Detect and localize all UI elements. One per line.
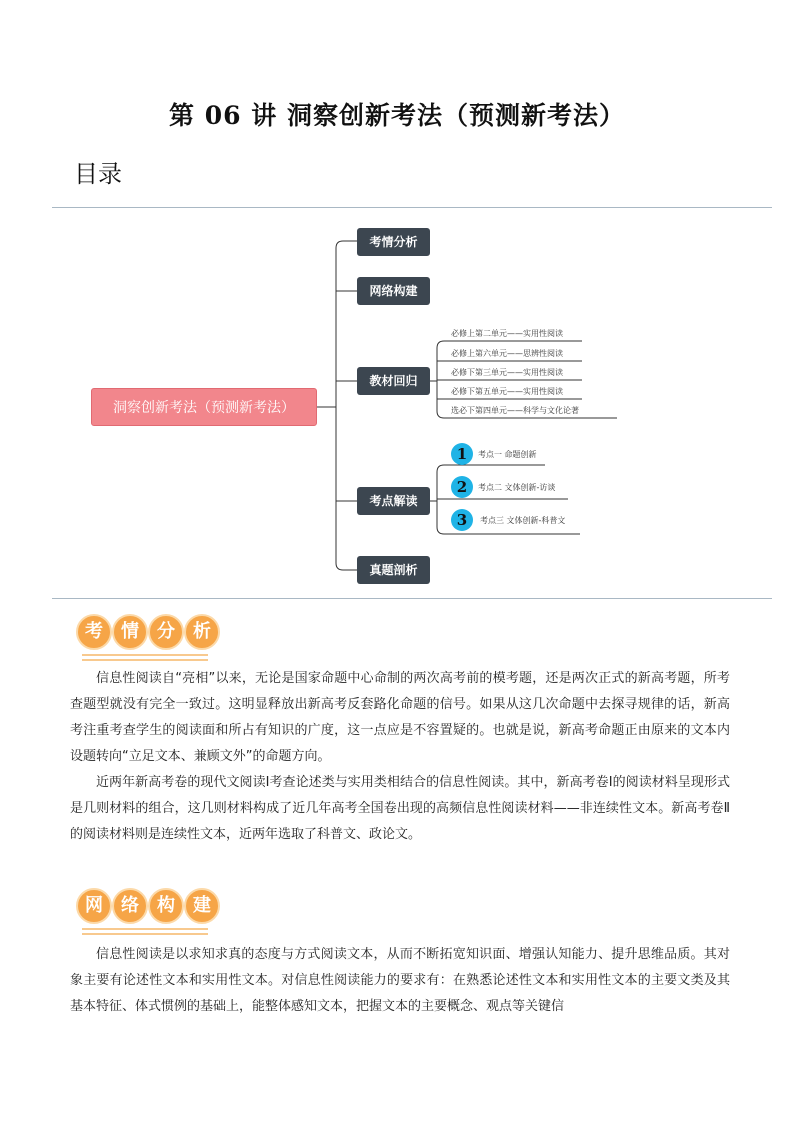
toc-heading: 目录 [74,160,122,188]
number-one-icon: 1 [451,443,473,465]
mindmap-center-node: 洞察创新考法（预测新考法） [91,388,317,426]
exam-point-label: 考点一 命题创新 [478,450,537,459]
badge-char: 考 [76,614,112,650]
badge-char: 网 [76,888,112,924]
textbook-item: 必修上第二单元——实用性阅读 [451,329,563,338]
section-badge-network [76,888,226,940]
badge-underline [82,928,208,930]
number-three-icon: 3 [451,509,473,531]
branch-analysis[interactable]: 考情分析 [357,228,430,256]
branch-exam-points[interactable]: 考点解读 [357,487,430,515]
badge-underline [82,654,208,656]
page-title: 第 06 讲 洞察创新考法（预测新考法） [169,101,625,130]
badge-char: 络 [112,888,148,924]
divider-bottom [52,598,772,599]
branch-real-exam[interactable]: 真题剖析 [357,556,430,584]
badge-char: 构 [148,888,184,924]
analysis-paragraph: 信息性阅读自“亮相”以来，无论是国家命题中心命制的两次高考前的模考题，还是两次正式的新高考题，所考查题型就没有完全一致过。这明显释放出新高考反套路化命题的信号。如果从这几次命题中去探寻规律的话，新高考注重考查学生的阅读面和所占有知识的广度，这一点应是不容置疑的。也就是说，新高考命题正由原来的文本内设题转向“立足文本、兼顾文外”的命题方向。 [70,671,730,764]
section-badge-analysis [76,614,226,666]
textbook-item: 必修下第三单元——实用性阅读 [451,368,563,377]
badge-char: 情 [112,614,148,650]
badge-char: 建 [184,888,220,924]
exam-point-label: 考点三 文体创新-科普文 [480,516,566,525]
network-paragraph: 信息性阅读是以求知求真的态度与方式阅读文本，从而不断拓宽知识面、增强认知能力、提升思维品质。其对象主要有论述性文本和实用性文本。对信息性阅读能力的要求有：在熟悉论述性文本和实用性文本的主要文类及其基本特征、体式惯例的基础上，能整体感知文本，把握文本的主要概念、观点等关键信 [70,947,730,1014]
badge-char: 析 [184,614,220,650]
textbook-item: 选必下第四单元——科学与文化论著 [451,406,579,415]
number-two-icon: 2 [451,476,473,498]
badge-underline [82,659,208,661]
textbook-item: 必修上第六单元——思辨性阅读 [451,349,563,358]
textbook-item: 必修下第五单元——实用性阅读 [451,387,563,396]
badge-underline [82,933,208,935]
divider-top [52,207,772,208]
branch-network[interactable]: 网络构建 [357,277,430,305]
branch-textbook[interactable]: 教材回归 [357,367,430,395]
analysis-paragraph: 近两年新高考卷的现代文阅读Ⅰ考查论述类与实用类相结合的信息性阅读。其中，新高考卷Ⅰ的阅读材料呈现形式是几则材料的组合，这几则材料构成了近几年高考全国卷出现的高频信息性阅读材料——非连续性文本。新高考卷Ⅱ的阅读材料则是连续性文本，近两年选取了科普文、政论文。 [70,775,730,842]
exam-point-label: 考点二 文体创新-访谈 [478,483,556,492]
badge-char: 分 [148,614,184,650]
